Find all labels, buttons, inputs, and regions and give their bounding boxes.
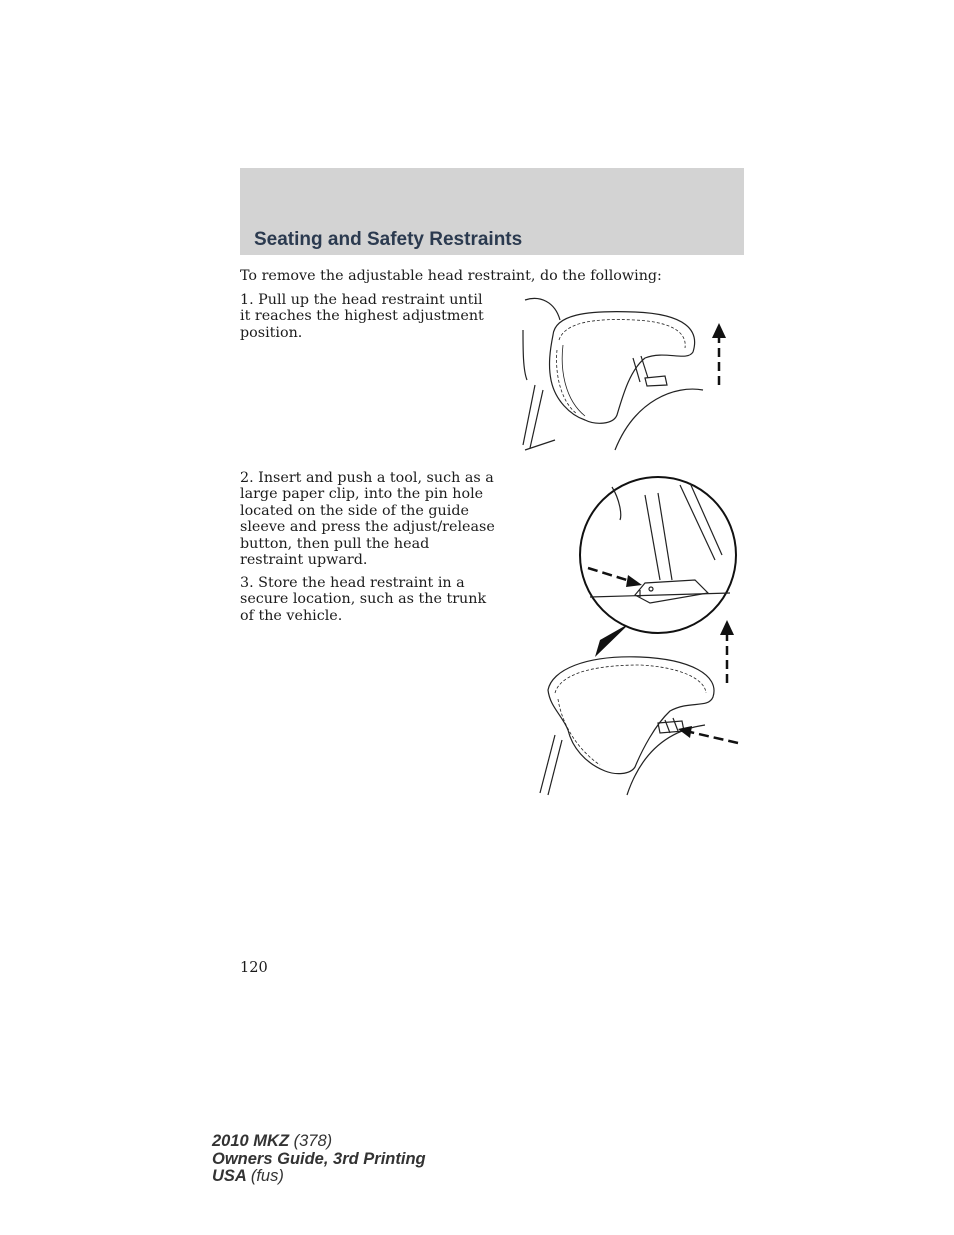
step-2-text: 2. Insert and push a tool, such as a large paper clip, into the pin hole located on the side of the guide sleeve and press the adjust/release button, then pull the head restraint upward. bbox=[240, 470, 495, 569]
footer bbox=[212, 1133, 426, 1186]
step-3-text: 3. Store the head restraint in a secure location, such as the trunk of the vehicle. bbox=[240, 575, 487, 624]
footer-model-line bbox=[212, 1133, 426, 1151]
head-restraint-pull-up-illustration bbox=[515, 290, 730, 455]
arrow-pointer-icon bbox=[678, 726, 738, 743]
footer-model: 2010 MKZ bbox=[212, 1132, 290, 1150]
footer-market-code: (fus) bbox=[250, 1167, 284, 1185]
arrow-up-icon bbox=[712, 323, 726, 385]
page-number: 120 bbox=[240, 960, 268, 976]
arrow-up-icon bbox=[720, 620, 734, 683]
step-1-text: 1. Pull up the head restraint until it reaches the highest adjustment position. bbox=[240, 292, 484, 341]
footer-market-line bbox=[212, 1168, 426, 1186]
intro-paragraph: To remove the adjustable head restraint, do the following: bbox=[240, 268, 662, 284]
footer-market: USA bbox=[212, 1167, 247, 1185]
footer-guide: Owners Guide, 3rd Printing bbox=[212, 1149, 426, 1168]
section-title: Seating and Safety Restraints bbox=[254, 229, 523, 250]
footer-model-code: (378) bbox=[293, 1132, 333, 1150]
head-restraint-release-button-illustration bbox=[530, 475, 745, 800]
section-header-band bbox=[240, 168, 744, 255]
